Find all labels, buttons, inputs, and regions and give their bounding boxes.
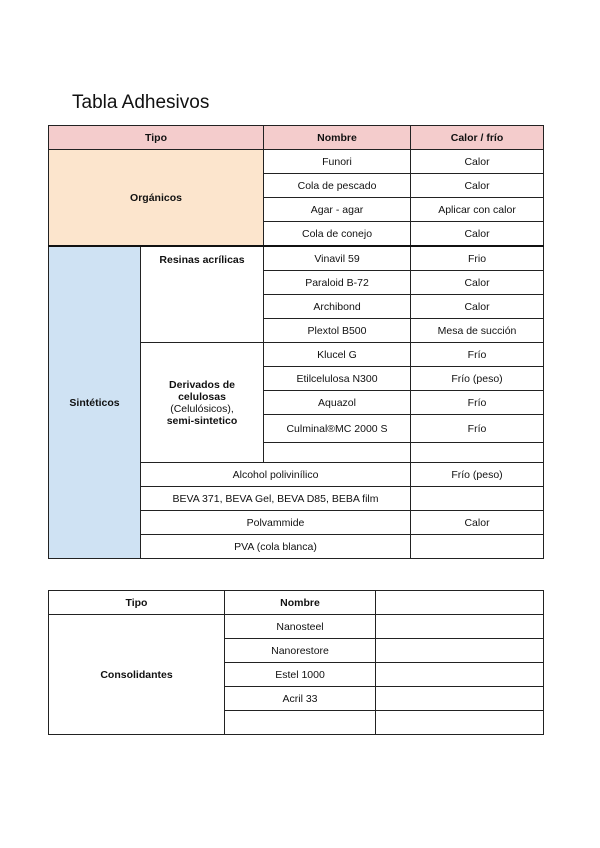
cell-nombre: Etilcelulosa N300 <box>264 367 411 391</box>
cell-calor: Calor <box>411 295 544 319</box>
page-title: Tabla Adhesivos <box>72 92 210 113</box>
table-row <box>49 615 544 639</box>
cell-calor: Calor <box>411 511 544 535</box>
header-nombre: Nombre <box>225 591 376 615</box>
cell-nombre: Archibond <box>264 295 411 319</box>
cell-nombre: Acril 33 <box>225 687 376 711</box>
subgroup-celulosas-title: Derivados de celulosas <box>169 378 235 403</box>
cell-calor: Calor <box>411 222 544 247</box>
cell-calor: Calor <box>411 150 544 174</box>
cell-nombre <box>264 443 411 463</box>
cell-nombre: BEVA 371, BEVA Gel, BEVA D85, BEBA film <box>141 487 411 511</box>
cell-extra <box>376 687 544 711</box>
cell-calor <box>411 487 544 511</box>
cell-extra <box>376 711 544 735</box>
cell-extra <box>376 663 544 687</box>
cell-nombre: Aquazol <box>264 391 411 415</box>
consolidantes-table <box>48 590 544 735</box>
cell-calor: Frio <box>411 246 544 271</box>
table-row <box>49 246 544 271</box>
cell-nombre: Cola de pescado <box>264 174 411 198</box>
cell-calor: Calor <box>411 271 544 295</box>
subgroup-resinas: Resinas acrílicas <box>141 246 264 343</box>
cell-nombre: Plextol B500 <box>264 319 411 343</box>
subgroup-celulosas-note: (Celulósicos), <box>170 402 234 415</box>
cell-calor: Aplicar con calor <box>411 198 544 222</box>
cell-calor: Frío <box>411 343 544 367</box>
cell-nombre: Vinavil 59 <box>264 246 411 271</box>
group-organicos: Orgánicos <box>49 150 264 247</box>
cell-nombre: Cola de conejo <box>264 222 411 247</box>
subgroup-celulosas <box>141 343 264 463</box>
cell-calor: Frío (peso) <box>411 463 544 487</box>
header-calor-frio: Calor / frío <box>411 126 544 150</box>
cell-calor <box>411 535 544 559</box>
table-row <box>49 150 544 174</box>
group-sinteticos: Sintéticos <box>49 246 141 559</box>
header-row <box>49 591 544 615</box>
header-nombre: Nombre <box>264 126 411 150</box>
header-tipo: Tipo <box>49 126 264 150</box>
cell-calor: Mesa de succión <box>411 319 544 343</box>
cell-nombre: Agar - agar <box>264 198 411 222</box>
cell-calor <box>411 443 544 463</box>
cell-nombre: Funori <box>264 150 411 174</box>
group-consolidantes: Consolidantes <box>49 615 225 735</box>
cell-nombre: Paraloid B-72 <box>264 271 411 295</box>
subgroup-celulosas-subtitle: semi-sintetico <box>166 414 238 427</box>
cell-nombre: Culminal®MC 2000 S <box>264 415 411 443</box>
header-tipo: Tipo <box>49 591 225 615</box>
header-row <box>49 126 544 150</box>
cell-nombre: PVA (cola blanca) <box>141 535 411 559</box>
cell-nombre: Polvammide <box>141 511 411 535</box>
cell-calor: Frío <box>411 391 544 415</box>
cell-nombre <box>225 711 376 735</box>
cell-nombre: Klucel G <box>264 343 411 367</box>
adhesivos-table <box>48 125 544 559</box>
cell-nombre: Estel 1000 <box>225 663 376 687</box>
cell-calor: Frío <box>411 415 544 443</box>
cell-extra <box>376 615 544 639</box>
cell-nombre: Nanorestore <box>225 639 376 663</box>
header-extra <box>376 591 544 615</box>
cell-nombre: Alcohol polivinílico <box>141 463 411 487</box>
cell-calor: Calor <box>411 174 544 198</box>
cell-calor: Frío (peso) <box>411 367 544 391</box>
cell-nombre: Nanosteel <box>225 615 376 639</box>
cell-extra <box>376 639 544 663</box>
